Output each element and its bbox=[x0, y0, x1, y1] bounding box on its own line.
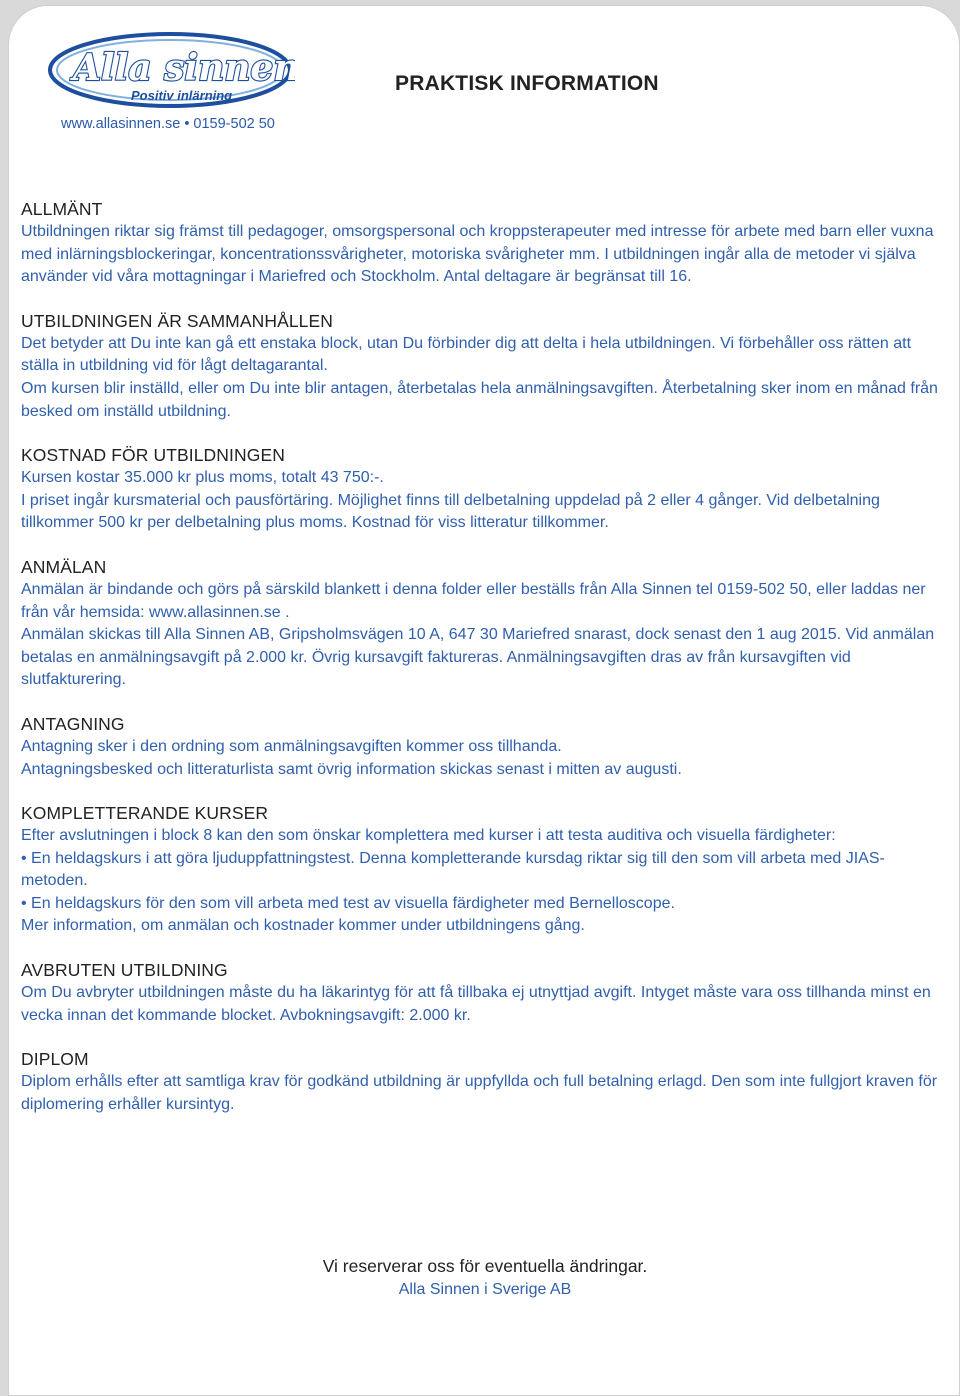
section-paragraph: Diplom erhålls efter att samtliga krav för godkänd utbildning är uppfyllda och full betalning erlagd. Den som inte fullgjort kraven för diplomering erhåller kursintyg. bbox=[21, 1073, 938, 1113]
footer-note: Vi reserverar oss för eventuella ändringar. bbox=[322, 1256, 648, 1276]
section-paragraph: Det betyder att Du inte kan gå ett enstaka block, utan Du förbinder dig att delta i hela utbildningen. Vi förbehåller oss rätten att ställa in utbildning vid för lågt deltagarantal. bbox=[21, 334, 912, 375]
section-sammanhallen bbox=[21, 310, 939, 423]
section-paragraph: Om kursen blir inställd, eller om Du inte blir antagen, återbetalas hela anmälningsavgiften. Återbetalning sker inom en månad från besked om inställd utbildning. bbox=[21, 379, 938, 420]
section-diplom bbox=[21, 1048, 939, 1116]
contact-line: www.allasinnen.se • 0159-502 50 bbox=[61, 116, 275, 132]
section-heading: KOMPLETTERANDE KURSER bbox=[21, 803, 269, 824]
section-heading: AVBRUTEN UTBILDNING bbox=[21, 960, 228, 981]
section-heading: ANMÄLAN bbox=[21, 556, 107, 577]
section-heading: KOSTNAD FÖR UTBILDNINGEN bbox=[21, 445, 285, 466]
page-title: PRAKTISK INFORMATION bbox=[395, 72, 659, 95]
section-paragraph: I priset ingår kursmaterial och pausförtäring. Möjlighet finns till delbetalning uppdelad på 2 eller 4 gånger. Vid delbetalning tillkommer 500 kr per delbetalning plus moms. Kostnad för viss litteratur tillkommer. bbox=[21, 491, 880, 532]
footer-company: Alla Sinnen i Sverige AB bbox=[398, 1281, 572, 1298]
logo-graphic bbox=[45, 30, 295, 116]
list-item: • En heldagskurs för den som vill arbeta med test av visuella färdigheter med Bernelloscope. bbox=[21, 894, 675, 912]
section-allmant bbox=[21, 198, 939, 289]
list-item: • En heldagskurs i att göra ljuduppfattningstest. Denna kompletterande kursdag riktar sig till den som vill arbeta med JIAS-metoden. bbox=[21, 849, 885, 890]
section-paragraph: Anmälan skickas till Alla Sinnen AB, Gripsholmsvägen 10 A, 647 30 Mariefred snarast, dock senast den 1 aug 2015. Vid anmälan betalas en anmälningsavgift på 2.000 kr. Övrig kursavgift faktureras. Anmälningsavgiften dras av från kursavgiften vid slutfakturering. bbox=[21, 626, 935, 689]
section-heading: ANTAGNING bbox=[21, 713, 125, 734]
logo-tagline: Positiv inlärning bbox=[131, 88, 233, 103]
section-paragraph: Antagning sker i den ordning som anmälningsavgiften kommer oss tillhanda. bbox=[21, 737, 562, 755]
section-heading: UTBILDNINGEN ÄR SAMMANHÅLLEN bbox=[21, 310, 334, 331]
alla-sinnen-logo bbox=[45, 30, 295, 116]
section-paragraph: Mer information, om anmälan och kostnader kommer under utbildningens gång. bbox=[21, 917, 585, 935]
section-anmalan bbox=[21, 556, 939, 692]
section-paragraph: Utbildningen riktar sig främst till pedagoger, omsorgspersonal och kroppsterapeuter med intresse för arbete med barn eller vuxna med inlärningsblockeringar, koncentrationssvårigheter, motoriska svårigheter mm. I utbildningen ingår alla de metoder vi själva använder vid våra mottagningar i Mariefred och Stockholm. Antal deltagare är begränsat till 16. bbox=[21, 223, 934, 286]
section-antagning bbox=[21, 713, 939, 781]
section-avbruten bbox=[21, 959, 939, 1027]
section-heading: ALLMÄNT bbox=[21, 199, 103, 219]
section-paragraph: Anmälan är bindande och görs på särskild blankett i denna folder eller beställs från Alla Sinnen tel 0159-502 50, eller laddas ner från vår hemsida: www.allasinnen.se . bbox=[21, 580, 926, 621]
logo-wordmark: Alla sinnen bbox=[73, 47, 295, 89]
section-kostnad bbox=[21, 444, 939, 535]
info-content bbox=[21, 198, 939, 1137]
section-heading: DIPLOM bbox=[21, 1049, 89, 1070]
section-kompletterande bbox=[21, 802, 939, 938]
section-paragraph: Kursen kostar 35.000 kr plus moms, totalt 43 750:-. bbox=[21, 469, 384, 487]
section-paragraph: Efter avslutningen i block 8 kan den som önskar komplettera med kurser i att testa auditiva och visuella färdigheter: bbox=[21, 827, 836, 845]
footer bbox=[9, 1254, 960, 1302]
section-paragraph: Antagningsbesked och litteraturlista samt övrig information skickas senast i mitten av augusti. bbox=[21, 760, 682, 778]
document-page bbox=[8, 5, 960, 1396]
section-paragraph: Om Du avbryter utbildningen måste du ha läkarintyg för att få tillbaka ej utnyttjad avgift. Intyget måste vara oss tillhanda minst en vecka innan det kommande blocket. Avbokningsavgift: 2.000 kr. bbox=[21, 984, 931, 1024]
